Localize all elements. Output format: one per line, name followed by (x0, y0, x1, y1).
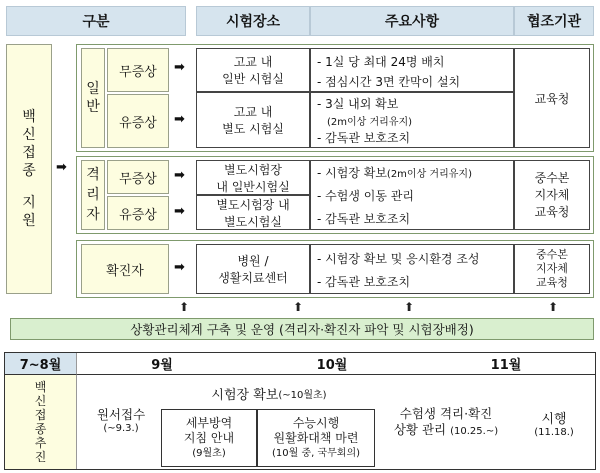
arrow-up-icon: ⬆ (293, 300, 304, 314)
arrow-up-icon: ⬆ (548, 300, 559, 314)
isolation-step: 수험생 격리·확진 상황 관리 (10.25.~) (393, 406, 499, 437)
exam-step: 시행 (11.18.) (534, 412, 574, 438)
header-category: 구분 (6, 6, 186, 36)
vaccine-support-label: 백 신 접 종 지 원 (6, 44, 52, 294)
arrow-up-icon: ⬆ (404, 300, 415, 314)
venue-secure-step: 시험장 확보 (~10월초) (211, 387, 327, 403)
general-venue-2: 고교 내 별도 시험실 (196, 92, 310, 148)
arrow-right-icon: ➡ (174, 204, 185, 219)
month-9: 9월 (77, 353, 247, 375)
isolated-venue-1: 별도시험장 내 일반시험실 (196, 160, 310, 195)
monitoring-banner: 상황관리체계 구축 및 운영 (격리자·확진자 파악 및 시험장배정) (10, 318, 594, 340)
isolated-label: 격 리 자 (81, 160, 105, 230)
month-11: 11월 (417, 353, 595, 375)
general-venue-1: 고교 내 일반 시험실 (196, 48, 310, 92)
timeline (4, 352, 596, 470)
general-agency: 교육청 (514, 48, 590, 148)
isolated-venue-2: 별도시험장 내 별도시험실 (196, 195, 310, 230)
header-agency: 협조기관 (514, 6, 594, 36)
header-venue: 시험장소 (196, 6, 310, 36)
isolated-symptom: 유증상 (107, 196, 169, 230)
isolated-items: - 시험장 확보(2m이상 거리유지) - 수험생 이동 관리 - 감독관 보호조치 (310, 160, 514, 230)
confirmed-items: - 시험장 확보 및 응시환경 조성 - 감독관 보호조치 (310, 244, 514, 294)
general-items-2: - 3실 내외 확보 (2m이상 거리유지) - 감독관 보호조치 (310, 92, 514, 148)
arrow-right-icon: ➡ (174, 168, 185, 183)
general-label: 일 반 (81, 48, 105, 148)
confirmed-label: 확진자 (81, 244, 169, 294)
month-10: 10월 (247, 353, 417, 375)
arrow-right-icon: ➡ (174, 60, 185, 75)
arrow-up-icon: ⬆ (179, 300, 190, 314)
guideline-step: 세부방역 지침 안내 (9월초) (161, 409, 257, 467)
general-no-symptom: 무증상 (107, 48, 169, 92)
general-items-1: - 1실 당 최대 24명 배치 - 점심시간 3면 칸막이 설치 (310, 48, 514, 92)
isolated-no-symptom: 무증상 (107, 160, 169, 194)
month-7-8: 7~8월 (5, 353, 77, 375)
arrow-right-icon: ➡ (174, 112, 185, 127)
isolated-agency: 중수본 지자체 교육청 (514, 160, 590, 230)
confirmed-venue: 병원 / 생활치료센터 (196, 244, 310, 294)
application-step: 원서접수 (~9.3.) (96, 406, 146, 434)
header-main: 주요사항 (310, 6, 514, 36)
confirmed-agency: 중수본 지자체 교육청 (514, 244, 590, 294)
general-symptom: 유증상 (107, 94, 169, 148)
arrow-right-icon: ➡ (56, 160, 67, 175)
arrow-right-icon: ➡ (174, 260, 185, 275)
exam-plan-step: 수능시행 원활화대책 마련 (10월 중, 국무회의) (257, 409, 375, 467)
vaccine-push: 백 신 접 종 추 진 (5, 375, 77, 469)
